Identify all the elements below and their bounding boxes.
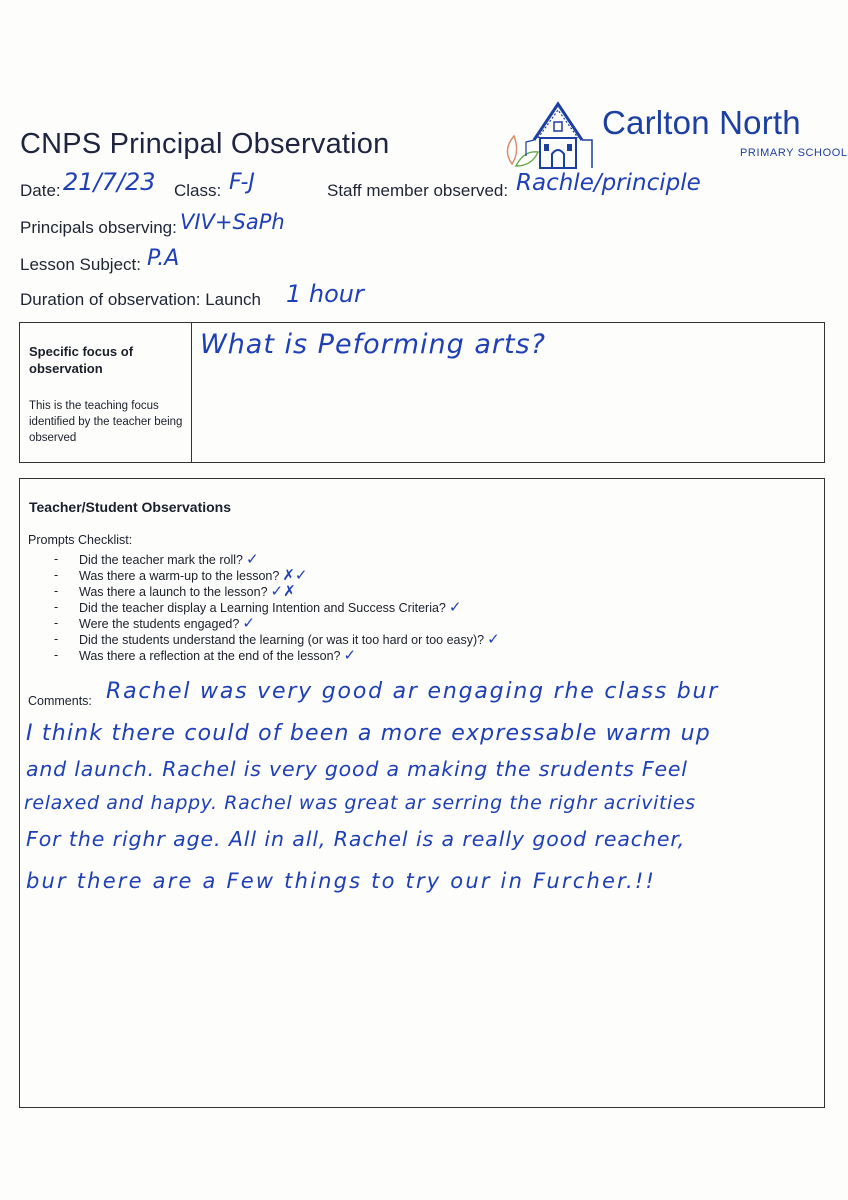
check-mark-icon: ✓ bbox=[343, 646, 357, 664]
class-value: F-J bbox=[229, 170, 255, 195]
checklist-item: - Was there a reflection at the end of the lesson? ✓ bbox=[54, 646, 357, 664]
focus-description: This is the teaching focus identified by the teacher being observed bbox=[29, 400, 183, 444]
checklist-item-text: Did the teacher display a Learning Intention and Success Criteria? bbox=[79, 601, 446, 615]
check-mark-icon: ✓ bbox=[245, 550, 259, 568]
date-label: Date: bbox=[20, 181, 61, 200]
observations-title: Teacher/Student Observations bbox=[29, 499, 232, 515]
checklist-item-text: Were the students engaged? bbox=[79, 617, 240, 631]
checklist-item-text: Was there a warm-up to the lesson? bbox=[79, 569, 280, 583]
comment-line: For the righr age. All in all, Rachel is a really good reacher, bbox=[26, 827, 686, 851]
comments-label: Comments: bbox=[28, 694, 92, 708]
check-mark-icon: ✓ bbox=[242, 614, 255, 632]
observations-section bbox=[19, 478, 825, 1108]
school-subtitle: PRIMARY SCHOOL bbox=[740, 147, 848, 159]
comment-line: Rachel was very good ar engaging rhe class bur bbox=[106, 679, 720, 704]
focus-answer: What is Peforming arts? bbox=[200, 329, 546, 360]
checklist-item: - Did the teacher mark the roll? ✓ bbox=[54, 550, 259, 568]
focus-section bbox=[19, 322, 825, 463]
school-logo bbox=[498, 98, 848, 174]
checklist-item-text: Did the teacher mark the roll? bbox=[79, 553, 243, 567]
checklist-item: - Did the students understand the learning (or was it too hard or too easy)? ✓ bbox=[54, 630, 500, 648]
date-value: 21/7/23 bbox=[63, 168, 156, 196]
subject-value: P.A bbox=[147, 246, 180, 271]
checklist-item: - Were the students engaged? ✓ bbox=[54, 614, 255, 632]
school-name: Carlton North bbox=[602, 104, 801, 141]
comment-line: I think there could of been a more expressable warm up bbox=[26, 721, 711, 746]
focus-divider bbox=[191, 323, 192, 462]
checklist-item: - Was there a warm-up to the lesson? ✗✓ bbox=[54, 566, 308, 584]
checklist-item: - Was there a launch to the lesson? ✓✗ bbox=[54, 582, 296, 600]
check-mark-icon: ✓✗ bbox=[270, 582, 296, 600]
check-mark-icon: ✓ bbox=[448, 598, 462, 616]
principals-value: VIV+SaPh bbox=[180, 210, 285, 234]
duration-label: Duration of observation: Launch bbox=[20, 290, 261, 309]
subject-label: Lesson Subject: bbox=[20, 255, 141, 274]
principals-label: Principals observing: bbox=[20, 218, 177, 237]
comment-line: and launch. Rachel is very good a making the srudents Feel bbox=[26, 757, 688, 781]
checklist-item-text: Did the students understand the learning (or was it too hard or too easy)? bbox=[79, 633, 485, 647]
check-mark-icon: ✗✓ bbox=[282, 566, 308, 584]
staff-value: Rachle/principle bbox=[516, 170, 701, 196]
check-mark-icon: ✓ bbox=[487, 630, 500, 648]
comment-line: relaxed and happy. Rachel was great ar serring the righr acrivities bbox=[24, 792, 696, 814]
class-label: Class: bbox=[174, 181, 222, 200]
school-building-icon bbox=[498, 98, 602, 174]
duration-value: 1 hour bbox=[286, 280, 364, 308]
page-title: CNPS Principal Observation bbox=[20, 128, 390, 160]
checklist-item: - Did the teacher display a Learning Intention and Success Criteria? ✓ bbox=[54, 598, 462, 616]
staff-label: Staff member observed: bbox=[327, 181, 509, 200]
comment-line: bur there are a Few things to try our in Furcher.!! bbox=[26, 869, 657, 893]
checklist-item-text: Was there a launch to the lesson? bbox=[79, 585, 268, 599]
prompts-checklist bbox=[54, 551, 500, 663]
checklist-item-text: Was there a reflection at the end of the lesson? bbox=[79, 649, 341, 663]
prompts-title: Prompts Checklist: bbox=[28, 533, 133, 547]
focus-label: Specific focus of observation bbox=[29, 344, 134, 376]
